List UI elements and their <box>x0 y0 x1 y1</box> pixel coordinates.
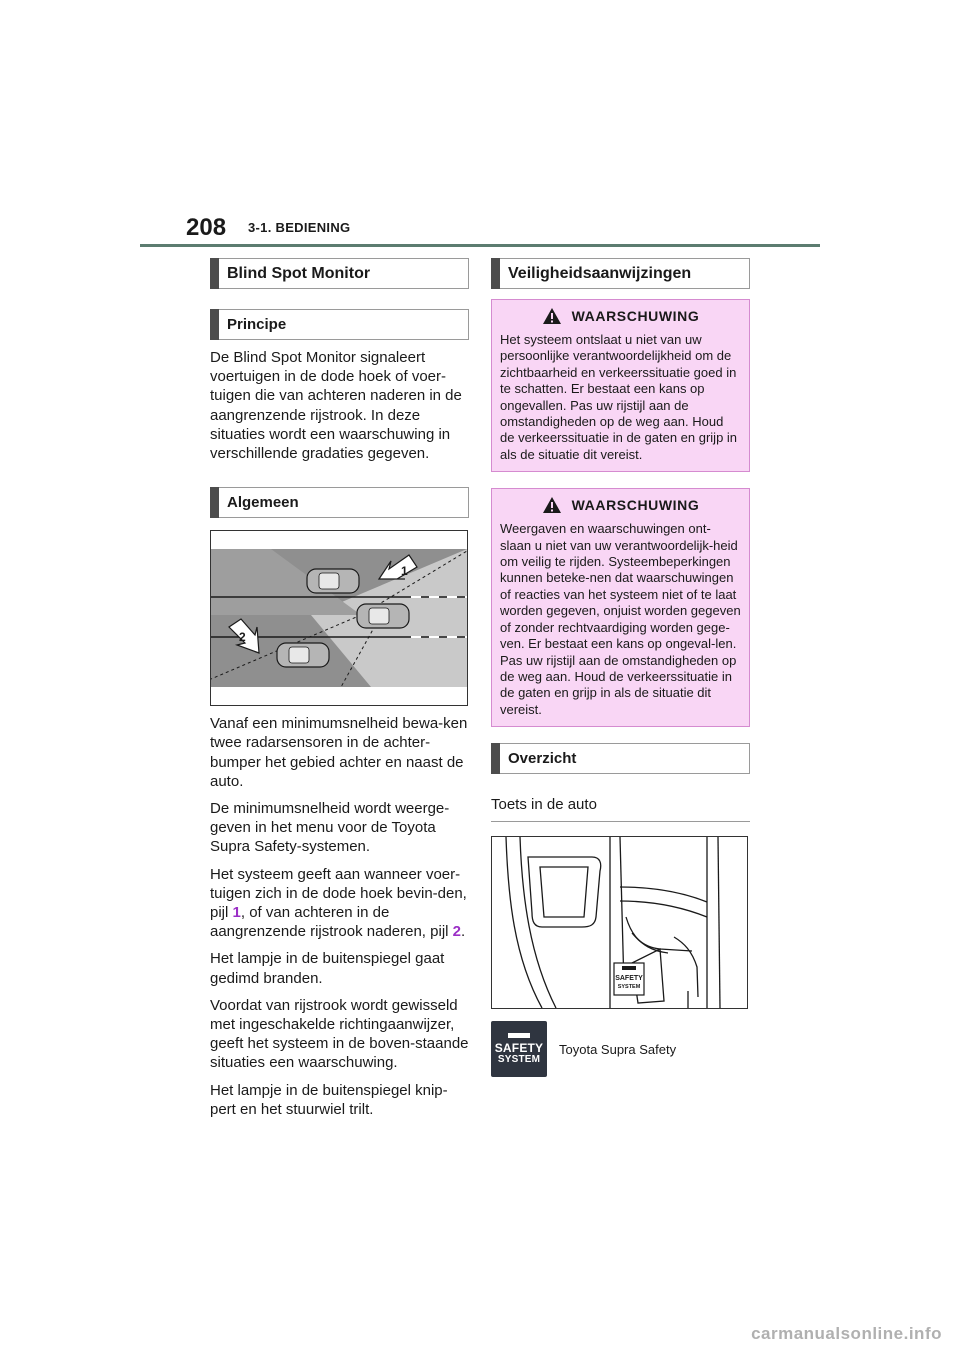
warning-header <box>500 300 741 332</box>
warning-triangle-icon <box>542 496 562 514</box>
warning-box-2 <box>491 488 750 727</box>
text-span: , of van achteren in de aangrenzende rijstrook naderen, pijl <box>210 904 453 941</box>
paragraph: De minimumsnelheid wordt weerge-geven in het menu voor de Toyota Supra Safety-systemen. <box>210 800 450 856</box>
section-title-text: Blind Spot Monitor <box>227 264 371 282</box>
page-number: 208 <box>186 214 227 241</box>
callout-1: 1 <box>232 904 241 922</box>
car-blind-spot <box>307 569 359 593</box>
safety-system-button-in-drawing <box>614 963 644 995</box>
text-span: Het systeem geeft aan wanneer voer-tuigen zich in de dode hoek bevin-den, pijl <box>210 865 467 922</box>
badge-bar <box>508 1033 530 1038</box>
warning-text: Het systeem ontslaat u niet van uw persoonlijke verantwoordelijkheid om de zichtbaarheid en verkeerssituatie goed in te schatten. Er bestaat een kans op ongevallen. Pas uw rijstijl aan de omstandigheden op de weg aan. Houd de verkeerssituatie in de gaten en grijp in als de situatie dit vereist. <box>500 332 738 462</box>
safety-system-button-icon <box>491 1021 547 1077</box>
badge-line1: SAFETY <box>494 1041 544 1056</box>
arrow-label-1: 1 <box>401 564 408 579</box>
blind-spot-illustration <box>210 530 468 706</box>
warning-label: WAARSCHUWING <box>571 308 700 324</box>
center-console-drawing <box>492 837 747 1008</box>
warning-label: WAARSCHUWING <box>571 497 700 514</box>
header-rule <box>140 244 820 247</box>
algemeen-body <box>210 714 469 1119</box>
subsection-title: Overzicht <box>508 750 577 768</box>
subsection-title: Algemeen <box>227 494 299 512</box>
button-caption-row <box>491 1021 750 1077</box>
text-span: . <box>461 923 466 941</box>
subsection-algemeen <box>210 487 469 518</box>
paragraph: Vanaf een minimumsnelheid bewa-ken twee radarsensoren in de achter-bumper het gebied achter en naast de auto. <box>210 715 468 790</box>
paragraph: Het lampje in de buitenspiegel gaat gedimd branden. <box>210 950 445 987</box>
section-title-text: Veiligheidsaanwijzingen <box>508 264 692 282</box>
paragraph-arrows <box>210 865 469 942</box>
section-title-safety <box>491 258 750 289</box>
warning-text: Weergaven en waarschuwingen ont-slaan u niet van uw verantwoordelijk-heid om veilig te rijden. Systeembeperkingen kunnen beteke-nen dat waarschuwingen of reacties van het systeem niet of te laat worden gegeven, onjuist worden gegeven of zonder rechtvaardiging worden gege-ven. Er bestaat een kans op ongeval-len. Pas uw rijstijl aan de omstandigheden op de weg aan. Houd de verkeerssituatie in de gaten en grijp in als de situatie dit vereist. <box>500 521 741 717</box>
warning-header <box>500 489 741 521</box>
subsection-overzicht <box>491 743 750 774</box>
console-illustration <box>491 836 748 1009</box>
warning-triangle-icon <box>542 307 562 325</box>
paragraph: Het lampje in de buitenspiegel knip-pert en het stuurwiel trilt. <box>210 1081 448 1118</box>
callout-2: 2 <box>452 923 461 941</box>
warning-box-1 <box>491 299 750 472</box>
car-approaching <box>277 643 329 667</box>
paragraph: Voordat van rijstrook wordt gewisseld met ingeschakelde richtingaanwijzer, geeft het systeem in de boven-staande situaties een waarschuwing. <box>210 996 469 1072</box>
left-column <box>210 258 469 1127</box>
badge-line2: SYSTEM <box>497 1054 541 1066</box>
arrow-label-2: 2 <box>239 630 246 645</box>
right-column <box>491 258 750 1077</box>
section-title-blind-spot <box>210 258 469 289</box>
button-caption: Toyota Supra Safety <box>559 1041 677 1057</box>
button-label-line2: SYSTEM <box>617 984 641 991</box>
button-label-line1: SAFETY <box>615 975 643 983</box>
car-own <box>357 604 409 628</box>
road-diagram <box>211 531 467 705</box>
button-in-car-heading: Toets in de auto <box>491 788 750 822</box>
watermark: carmanualsonline.info <box>751 1324 942 1343</box>
chapter-title: 3-1. BEDIENING <box>248 220 351 235</box>
principe-text: De Blind Spot Monitor signaleert voertuigen in de dode hoek of voer-tuigen die van achteren naderen in de aangrenzende rijstrook. In deze situaties wordt een waarschuwing in verschillende gradaties gegeven. <box>210 349 462 463</box>
subsection-title: Principe <box>227 316 287 333</box>
subsection-principe <box>210 309 469 340</box>
